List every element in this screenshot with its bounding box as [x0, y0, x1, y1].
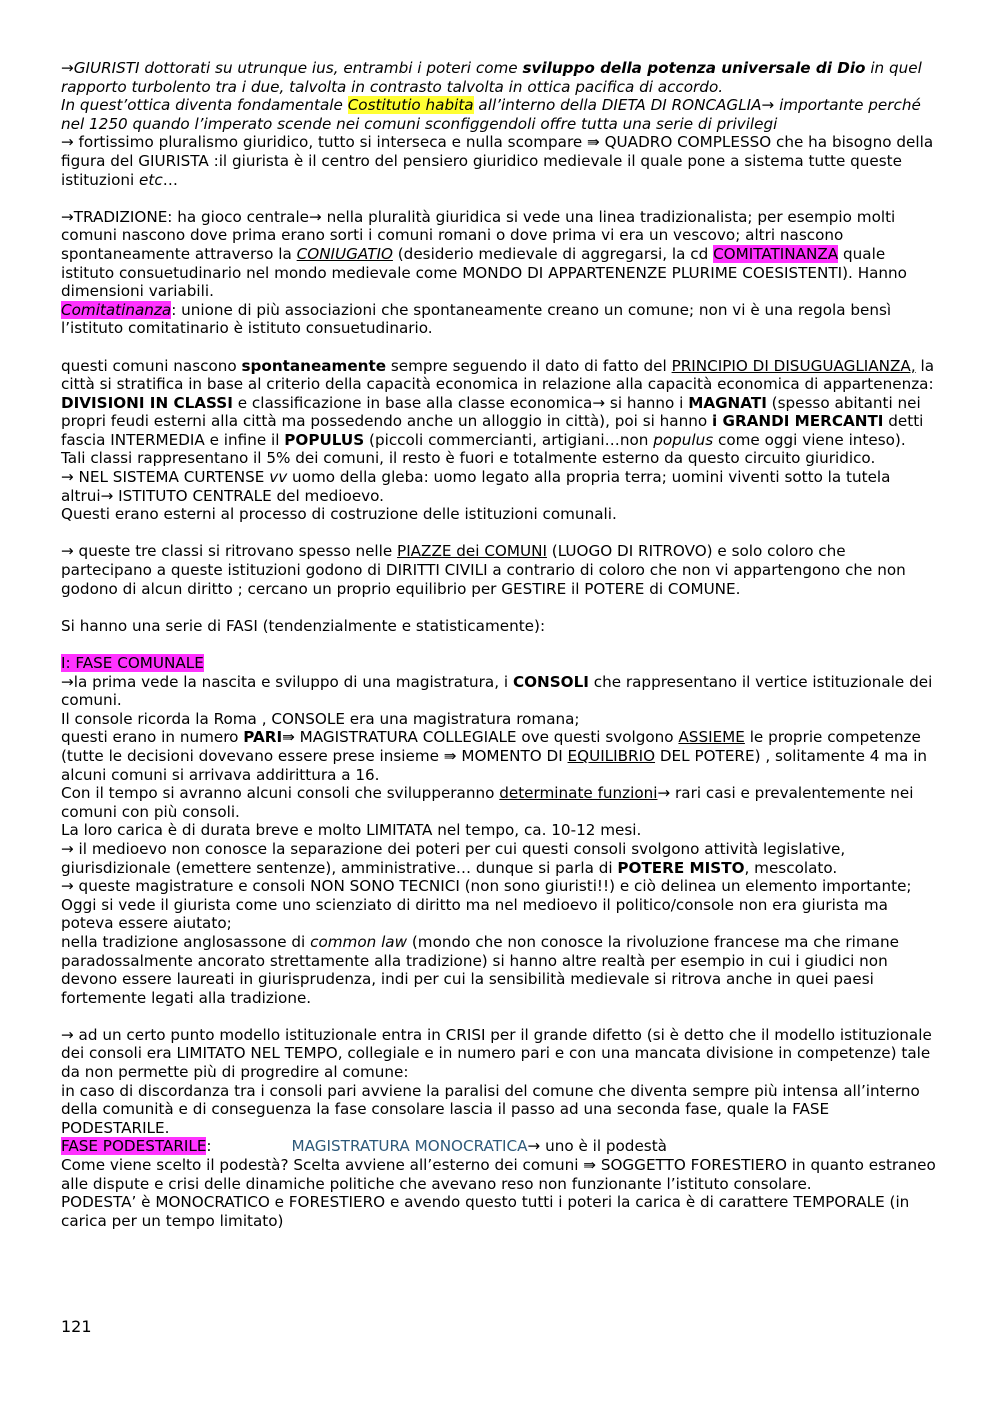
- highlight-costitutio-habita: Costitutio habita: [347, 96, 474, 115]
- highlight-fase-comunale: I: FASE COMUNALE: [61, 654, 204, 672]
- paragraph-divisioni: DIVISIONI IN CLASSI e classificazione in base alla classe economica→ si hanno i MAGNATI (spesso abitanti nei propri feudi esterni alla città ma possedendo anche un alloggio in città), poi si hanno i GRANDI MERCANTI detti fascia INTERMEDIA e infine il POPULUS (piccoli commercianti, artigiani…non populus come oggi viene inteso).: [61, 393, 924, 449]
- paragraph-comuni: questi comuni nascono spontaneamente sempre seguendo il dato di fatto del PRINCIPIO DI DISUGUAGLIANZA, la città si stratifica in base al criterio della capacità economica in relazione alla capacità economica di appartenenza:: [61, 356, 935, 394]
- magistratura-monocratica-label: MAGISTRATURA MONOCRATICA: [291, 1137, 528, 1156]
- paragraph-comitatinanza: Comitatinanza: unione di più associazioni che spontaneamente creano un comune; non vi è una regola bensì l’istituto comitatinario è istituto consuetudinario.: [61, 300, 892, 338]
- paragraph-crisi: → ad un certo punto modello istituzionale entra in CRISI per il grande difetto (si è detto che il modello istituzionale dei consoli era LIMITATO NEL TEMPO, collegiale e in numero pari e con una mancata divisione in competenze) tale da non permette più di progredire al comune:: [61, 1025, 932, 1082]
- paragraph-curtense: → NEL SISTEMA CURTENSE vv uomo della gleba: uomo legato alla propria terra; uomini viventi sotto la tutela altrui→ ISTITUTO CENTRALE del medioevo.: [61, 468, 891, 505]
- page-number: 121: [61, 1317, 92, 1336]
- document-body: [61, 59, 941, 1230]
- paragraph-common-law: nella tradizione anglosassone di common law (mondo che non conosce la rivoluzione francese ma che rimane paradossalmente ancorato strettamente alla tradizione) si hanno altre realtà per esempio in cui i giudici non devono essere laureati in giurisprudenza, indi per cui la sensibilità medievale si ritrova anche in quei paesi fortemente legati alla tradizione.: [61, 932, 899, 1007]
- paragraph-esterni: Questi erano esterni al processo di costruzione delle istituzioni comunali.: [61, 505, 617, 524]
- paragraph-podesta-monocratico: PODESTA’ è MONOCRATICO e FORESTIERO e avendo questo tutti i poteri la carica è di carattere TEMPORALE (in carica per un tempo limitato): [61, 1193, 910, 1230]
- paragraph-consoli: →la prima vede la nascita e sviluppo di una magistratura, i CONSOLI che rappresentano il vertice istituzionale dei comuni.: [61, 672, 933, 710]
- paragraph-non-tecnici: → queste magistrature e consoli NON SONO TECNICI (non sono giuristi!!) e ciò delinea un elemento importante; Oggi si vede il giurista come uno scienziato di diritto ma nel medioevo il politico/console non era giurista ma poteva essere aiutato;: [61, 877, 912, 933]
- heading-fase-podestarile: FASE PODESTARILE: MAGISTRATURA MONOCRATICA→ uno è il podestà: [61, 1137, 667, 1156]
- highlight-comitatinanza-term: Comitatinanza: [61, 300, 172, 319]
- paragraph-piazze: → queste tre classi si ritrovano spesso nelle PIAZZE dei COMUNI (LUOGO DI RITROVO) e solo coloro che partecipano a queste istituzioni godono di DIRITTI CIVILI a contrario di coloro che non vi appartengono che non godono di alcun diritto ; cercano un proprio equilibrio per GESTIRE il POTERE di COMUNE.: [61, 542, 906, 598]
- paragraph-pari: questi erano in numero PARI⇛ MAGISTRATURA COLLEGIALE ove questi svolgono ASSIEME le proprie competenze (tutte le decisioni dovevano essere prese insieme ⇛ MOMENTO DI EQUILIBRIO DEL POTERE) , solitamente 4 ma in alcuni comuni si arrivava addirittura a 16.: [61, 728, 928, 784]
- heading-fase-comunale: [61, 654, 941, 673]
- paragraph-classi: Tali classi rappresentano il 5% dei comuni, il resto è fuori e totalmente esterno da questo circuito giuridico.: [61, 449, 876, 468]
- paragraph-durata: La loro carica è di durata breve e molto LIMITATA nel tempo, ca. 10-12 mesi.: [61, 821, 642, 840]
- paragraph-potere-misto: → il medioevo non conosce la separazione dei poteri per cui questi consoli svolgono attività legislative, giurisdizionale (emettere sentenze), amministrative… dunque si parla di POTERE MISTO, mescolato.: [61, 839, 846, 877]
- paragraph-console-roma: Il console ricorda la Roma , CONSOLE era una magistratura romana;: [61, 709, 580, 728]
- highlight-fase-podestarile: FASE PODESTARILE: [61, 1137, 207, 1156]
- paragraph-tradizione: →TRADIZIONE: ha gioco centrale→ nella pluralità giuridica si vede una linea tradizionalista; per esempio molti comuni nascono dove prima erano sorti i comuni romani o dove prima vi era un vescovo; altri nascono spontaneamente attraverso la CONIUGATIO (desiderio medievale di aggregarsi, la cd COMITATINANZA quale istituto consuetudinario nel mondo medievale come MONDO DI APPARTENENZE PLURIME COESISTENTI). Hanno dimensioni variabili.: [61, 207, 907, 301]
- highlight-comitatinanza: COMITATINANZA: [713, 244, 839, 263]
- paragraph-fasi: Si hanno una serie di FASI (tendenzialmente e statisticamente):: [61, 616, 546, 635]
- paragraph-scelta-podesta: Come viene scelto il podestà? Scelta avviene all’esterno dei comuni ⇛ SOGGETTO FORESTIERO in quanto estraneo alle dispute e crisi delle dinamiche politiche che avevano reso non funzionante l’istituto consolare.: [61, 1156, 936, 1193]
- paragraph-pluralismo: → fortissimo pluralismo giuridico, tutto si interseca e nulla scompare ⇛ QUADRO COMPLESSO che ha bisogno della figura del GIURISTA :il giurista è il centro del pensiero giuridico medievale il quale pone a sistema tutte queste istituzioni etc…: [61, 133, 934, 189]
- paragraph-costitutio: In quest’ottica diventa fondamentale Costitutio habita all’interno della DIETA DI RONCAGLIA→ importante perché nel 1250 quando l’imperato scende nei comuni sconfiggendoli offre tutta una serie di privilegi: [61, 96, 921, 133]
- paragraph-giuristi: →GIURISTI dottorati su utrunque ius, entrambi i poteri come sviluppo della potenza universale di Dio in quel rapporto turbolento tra i due, talvolta in contrasto talvolta in ottica pacifica di accordo.: [61, 59, 922, 96]
- paragraph-funzioni: Con il tempo si avranno alcuni consoli che svilupperanno determinate funzioni→ rari casi e prevalentemente nei comuni con più consoli.: [61, 784, 914, 821]
- paragraph-discordanza: in caso di discordanza tra i consoli pari avviene la paralisi del comune che diventa sempre più intensa all’interno della comunità e di conseguenza la fase consolare lascia il passo ad una seconda fase, quale la FASE PODESTARILE.: [61, 1081, 920, 1137]
